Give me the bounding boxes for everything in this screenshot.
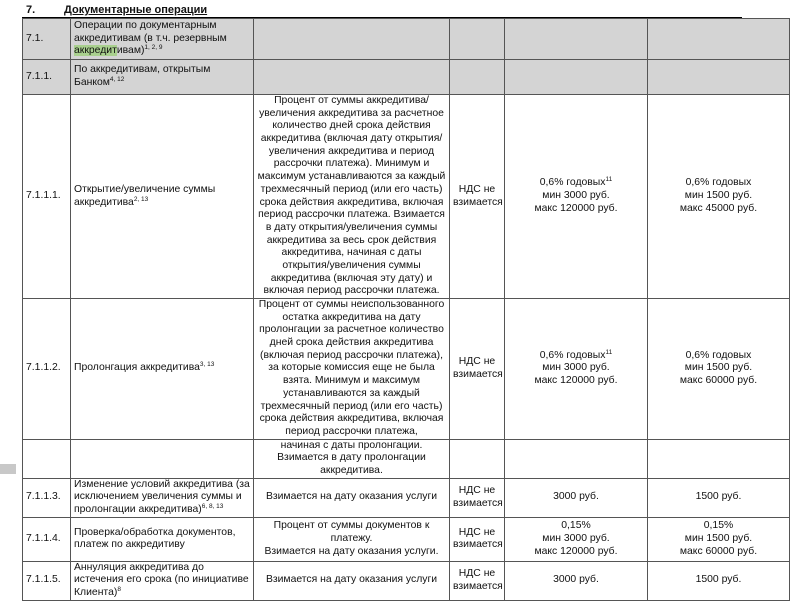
row-number: 7.1.1.2. [23,299,71,440]
table-row [23,60,790,95]
row-number: 7.1.1.1. [23,95,71,299]
service-name: Проверка/обработка документов, платеж по аккредитиву [71,517,254,561]
fee-description: Процент от суммы аккредитива/увеличения аккредитива за расчетное количество дней срока действия аккредитива (включая дату открытия/увеличения аккредитива и период рассрочки платежа). Минимум и максимум устанавливаются за каждый трехмесячный период (или его часть) срока действия аккредитива, включая период рассрочки платежа. Взимается в дату открытия/увеличения суммы аккредитива за весь срок действия аккредитива, начиная с даты открытия/увеличения суммы аккредитива (включая эту дату) и включая период рассрочки платежа. [254,95,450,299]
fee-rate-2: 0,6% годовых мин 1500 руб. макс 45000 руб. [648,95,790,299]
table-row [23,478,790,517]
fee-rate-1: 0,15% мин 3000 руб. макс 120000 руб. [505,517,648,561]
fee-rate-1: 0,6% годовых$^{11}$ мин 3000 руб. макс 120000 руб. [505,95,648,299]
fee-rate-1: 3000 руб. [505,478,648,517]
row-number: 7.1. [23,19,71,60]
row-number: 7.1.1.4. [23,517,71,561]
fee-rate-1: 3000 руб. [505,561,648,600]
section-title: Документарные операции [64,4,208,16]
fee-rate-1: 0,6% годовых$^{11}$ мин 3000 руб. макс 120000 руб. [505,299,648,440]
fee-rate-2: 0,15% мин 1500 руб. макс 60000 руб. [648,517,790,561]
vat-note: НДС не взимается [450,478,505,517]
fee-description: Процент от суммы документов к платежу. Взимается на дату оказания услуги. [254,517,450,561]
table-row [23,95,790,299]
row-marker [0,464,16,474]
vat-note: НДС не взимается [450,517,505,561]
table-row [23,19,790,60]
service-name: Пролонгация аккредитива$^{3, 13}$ [71,299,254,440]
table-row [23,439,790,478]
fee-description: Взимается на дату оказания услуги [254,478,450,517]
table-row [23,561,790,600]
service-name: Операции по документарным аккредитивам (в т.ч. резервным аккредитивам)$^{1, 2, 9}$ [71,19,254,60]
row-number: 7.1.1.5. [23,561,71,600]
service-name: По аккредитивам, открытым Банком$^{4, 12}$ [71,60,254,95]
table-row [23,299,790,440]
vat-note: НДС не взимается [450,299,505,440]
row-number: 7.1.1.3. [23,478,71,517]
vat-note: НДС не взимается [450,95,505,299]
fee-rate-2: 1500 руб. [648,561,790,600]
service-name: Аннуляция аккредитива до истечения его срока (по инициативе Клиента)$^8$ [71,561,254,600]
table-row [23,517,790,561]
section-header [22,3,742,18]
fee-description: Процент от суммы неиспользованного остатка аккредитива на дату пролонгации за расчетное количество дней срока действия аккредитива (включая период рассрочки платежа), за которые комиссия еще не была взята. Минимум и максимум устанавливаются за каждый трехмесячный период (или его часть) срока действия аккредитива, включая период рассрочки платежа, [254,299,450,440]
fee-rate-2: 1500 руб. [648,478,790,517]
fee-rate-2: 0,6% годовых мин 1500 руб. макс 60000 руб. [648,299,790,440]
fee-description-continued: начиная с даты пролонгации. Взимается в дату пролонгации аккредитива. [254,439,450,478]
section-number: 7. [26,4,36,16]
vat-note: НДС не взимается [450,561,505,600]
fee-description: Взимается на дату оказания услуги [254,561,450,600]
service-name: Изменение условий аккредитива (за исключением увеличения суммы и пролонгации аккредитива)$^{6, 8, 13}$ [71,478,254,517]
tariff-table [22,18,790,601]
row-number: 7.1.1. [23,60,71,95]
service-name: Открытие/увеличение суммы аккредитива$^{2, 13}$ [71,95,254,299]
